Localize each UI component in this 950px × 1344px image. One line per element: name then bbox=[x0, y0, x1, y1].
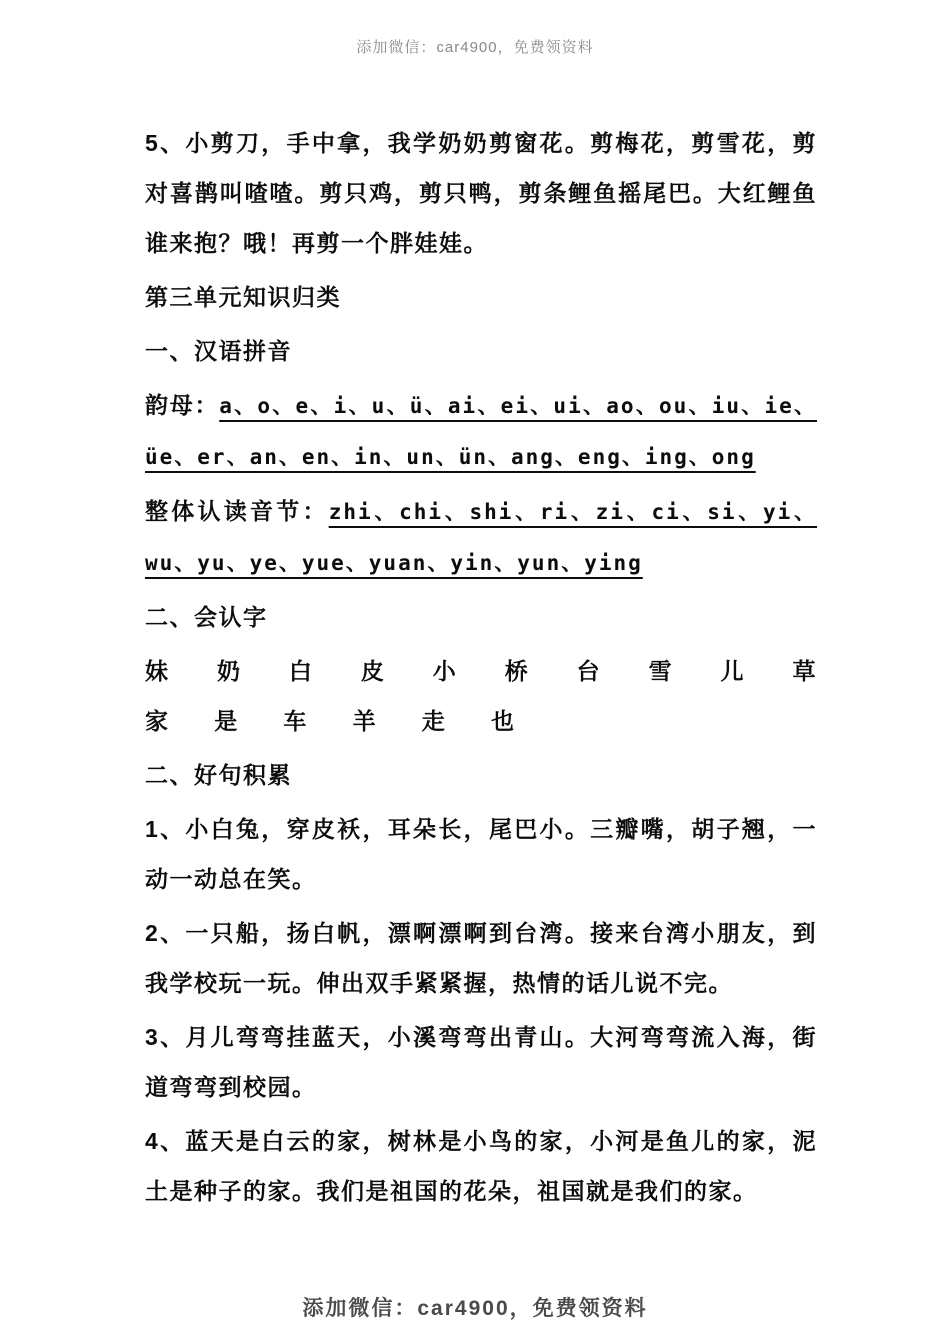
paragraph-5-paper-cutting: 5、小剪刀，手中拿，我学奶奶剪窗花。剪梅花，剪雪花，剪对喜鹊叫喳喳。剪只鸡，剪只鸭，剪条鲤鱼摇尾巴。大红鲤鱼谁来抱？哦！再剪一个胖娃娃。 bbox=[145, 130, 817, 256]
sentence-1: 1、小白兔，穿皮袄，耳朵长，尾巴小。三瓣嘴，胡子翘，一动一动总在笑。 bbox=[145, 816, 817, 892]
vowels-line bbox=[145, 380, 817, 482]
sentence-4: 4、蓝天是白云的家，树林是小鸟的家，小河是鱼儿的家，泥土是种子的家。我们是祖国的花朵，祖国就是我们的家。 bbox=[145, 1128, 817, 1204]
document-body bbox=[145, 118, 817, 1220]
syllables-list: zhi、chi、shi、ri、zi、ci、si、yi、wu、yu、ye、yue、yuan、yin、yun、ying bbox=[145, 500, 818, 575]
section-characters-heading: 二、会认字 bbox=[145, 604, 268, 630]
syllables-label: 整体认读音节： bbox=[145, 498, 329, 524]
sentence-2: 2、一只船，扬白帆，漂啊漂啊到台湾。接来台湾小朋友，到我学校玩一玩。伸出双手紧紧握，热情的话儿说不完。 bbox=[145, 920, 817, 996]
sentence-3: 3、月儿弯弯挂蓝天，小溪弯弯出青山。大河弯弯流入海，街道弯弯到校园。 bbox=[145, 1024, 817, 1100]
recognized-characters-list: 妹 奶 白 皮 小 桥 台 雪 儿 草 家 是 车 羊 走 也 bbox=[145, 658, 817, 734]
unit-3-heading: 第三单元知识归类 bbox=[145, 284, 341, 310]
top-watermark-text: 添加微信：car4900，免费领资料 bbox=[356, 39, 594, 56]
syllables-line bbox=[145, 486, 817, 588]
section-pinyin-heading: 一、汉语拼音 bbox=[145, 338, 292, 364]
vowels-label: 韵母： bbox=[145, 392, 220, 418]
bottom-watermark-text: 添加微信：car4900，免费领资料 bbox=[302, 1297, 648, 1320]
section-sentences-heading: 二、好句积累 bbox=[145, 762, 292, 788]
vowels-list: a、o、e、i、u、ü、ai、ei、ui、ao、ou、iu、ie、üe、er、an、en、in、un、ün、ang、eng、ing、ong bbox=[145, 394, 817, 469]
